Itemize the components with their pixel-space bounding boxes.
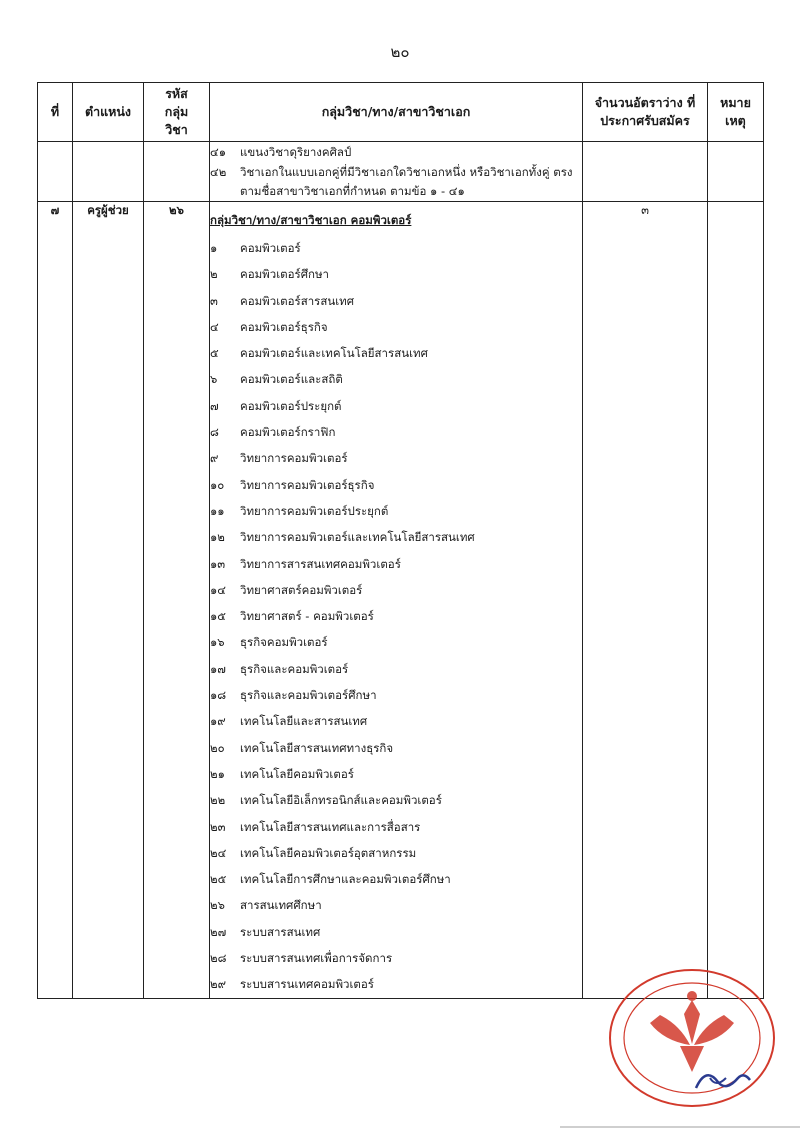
item-text: คอมพิวเตอร์ศึกษา bbox=[240, 267, 330, 282]
list-item bbox=[210, 472, 582, 498]
item-number: ๒๙ bbox=[210, 977, 227, 992]
item-text: วิทยาการคอมพิวเตอร์ bbox=[240, 451, 348, 466]
item-number: ๑๔ bbox=[210, 582, 227, 597]
list-item bbox=[210, 787, 582, 813]
vacancy-table bbox=[37, 82, 764, 999]
item-text: วิทยาศาสตร์ - คอมพิวเตอร์ bbox=[240, 609, 374, 624]
list-item bbox=[210, 261, 582, 287]
item-number: ๑๐ bbox=[210, 477, 225, 492]
list-item bbox=[210, 840, 582, 866]
row-number: ๗ bbox=[38, 202, 73, 999]
list-item bbox=[210, 163, 582, 201]
item-number: ๒ bbox=[210, 267, 218, 282]
item-number: ๓ bbox=[210, 293, 218, 308]
position-name: ครูผู้ช่วย bbox=[73, 202, 144, 999]
item-text: เทคโนโลยีอิเล็กทรอนิกส์และคอมพิวเตอร์ bbox=[240, 793, 442, 808]
item-text: ธุรกิจและคอมพิวเตอร์ bbox=[240, 661, 349, 676]
list-item bbox=[210, 603, 582, 629]
item-number: ๑๖ bbox=[210, 635, 225, 650]
item-text: คอมพิวเตอร์ธุรกิจ bbox=[240, 319, 328, 334]
item-text: วิทยาการคอมพิวเตอร์ธุรกิจ bbox=[240, 477, 375, 492]
item-text: คอมพิวเตอร์กราฟิก bbox=[240, 425, 336, 440]
list-item bbox=[210, 682, 582, 708]
item-text: เทคโนโลยีคอมพิวเตอร์ bbox=[240, 766, 354, 781]
item-number: ๑๗ bbox=[210, 661, 226, 676]
list-item bbox=[210, 419, 582, 445]
item-text: วิทยาการคอมพิวเตอร์ประยุกต์ bbox=[240, 503, 389, 518]
list-item bbox=[210, 892, 582, 918]
header-no: ที่ bbox=[38, 83, 73, 142]
remark-cell bbox=[708, 202, 764, 999]
vacancy-count: ๓ bbox=[583, 202, 708, 999]
item-text: วิทยาการคอมพิวเตอร์และเทคโนโลยีสารสนเทศ bbox=[240, 530, 475, 545]
list-item bbox=[210, 971, 582, 997]
item-text: วิชาเอกในแบบเอกคู่ที่มีวิชาเอกใดวิชาเอกหนึ่ง หรือวิชาเอกทั้งคู่ ตรงตามชื่อสาขาวิชาเอกที่กำหนด ตามข้อ ๑ - ๔๑ bbox=[240, 165, 573, 198]
list-item bbox=[210, 498, 582, 524]
official-seal-icon bbox=[600, 960, 782, 1110]
item-text: เทคโนโลยีคอมพิวเตอร์อุตสาหกรรม bbox=[240, 845, 417, 860]
continued-row bbox=[38, 142, 764, 202]
header-code: รหัส กลุ่มวิชา bbox=[144, 83, 210, 142]
group-title: กลุ่มวิชา/ทาง/สาขาวิชาเอก คอมพิวเตอร์ bbox=[210, 213, 412, 227]
footer-divider bbox=[560, 1126, 800, 1128]
item-number: ๒๗ bbox=[210, 924, 227, 939]
list-item bbox=[210, 866, 582, 892]
item-number: ๕ bbox=[210, 346, 219, 361]
item-number: ๒๑ bbox=[210, 766, 225, 781]
item-number: ๑๕ bbox=[210, 609, 227, 624]
list-item bbox=[210, 761, 582, 787]
header-remark: หมาย เหตุ bbox=[708, 83, 764, 142]
list-item bbox=[210, 288, 582, 314]
major-list bbox=[210, 235, 582, 998]
item-number: ๑ bbox=[210, 241, 218, 255]
list-item bbox=[210, 735, 582, 761]
list-item bbox=[210, 551, 582, 577]
list-item bbox=[210, 629, 582, 655]
item-text: แขนงวิชาดุริยางคศิลป์ bbox=[240, 145, 352, 159]
item-number: ๒๘ bbox=[210, 951, 227, 966]
header-vacancies: จำนวนอัตราว่าง ที่ประกาศรับสมัคร bbox=[583, 83, 708, 142]
item-text: ระบบสารสนเทศเพื่อการจัดการ bbox=[240, 951, 393, 966]
list-item bbox=[210, 366, 582, 392]
list-item bbox=[210, 445, 582, 471]
item-number: ๒๖ bbox=[210, 898, 225, 913]
list-item bbox=[210, 945, 582, 971]
item-text: คอมพิวเตอร์และเทคโนโลยีสารสนเทศ bbox=[240, 346, 428, 361]
item-text: ระบบสารนเทศคอมพิวเตอร์ bbox=[240, 977, 374, 992]
position-row-7 bbox=[38, 202, 764, 999]
item-number: ๑๓ bbox=[210, 556, 226, 571]
list-item bbox=[210, 142, 582, 163]
item-number: ๑๒ bbox=[210, 530, 225, 545]
list-item bbox=[210, 340, 582, 366]
item-text: เทคโนโลยีสารสนเทศและการสื่อสาร bbox=[240, 819, 421, 834]
item-number: ๑๘ bbox=[210, 688, 227, 703]
list-item bbox=[210, 708, 582, 734]
subject-list bbox=[210, 202, 583, 999]
item-number: ๒๔ bbox=[210, 845, 227, 860]
item-number: ๔๒ bbox=[210, 165, 227, 179]
item-number: ๔๑ bbox=[210, 145, 227, 159]
list-item bbox=[210, 919, 582, 945]
list-item bbox=[210, 577, 582, 603]
list-item bbox=[210, 393, 582, 419]
list-item bbox=[210, 656, 582, 682]
item-number: ๗ bbox=[210, 398, 219, 413]
item-text: คอมพิวเตอร์สารสนเทศ bbox=[240, 293, 355, 308]
continued-subjects bbox=[210, 142, 583, 202]
item-text: คอมพิวเตอร์และสถิติ bbox=[240, 372, 343, 387]
item-text: ธุรกิจคอมพิวเตอร์ bbox=[240, 635, 328, 650]
item-text: สารสนเทศศึกษา bbox=[240, 898, 322, 913]
item-number: ๑๙ bbox=[210, 714, 226, 729]
header-row bbox=[38, 83, 764, 142]
item-number: ๔ bbox=[210, 319, 219, 334]
item-text: เทคโนโลยีสารสนเทศทางธุรกิจ bbox=[240, 740, 394, 755]
item-text: คอมพิวเตอร์ประยุกต์ bbox=[240, 398, 342, 413]
list-item bbox=[210, 524, 582, 550]
item-text: เทคโนโลยีและสารสนเทศ bbox=[240, 714, 368, 729]
subject-code: ๒๖ bbox=[144, 202, 210, 999]
item-number: ๒๒ bbox=[210, 793, 226, 808]
page-number: ๒๐ bbox=[390, 43, 410, 61]
item-text: เทคโนโลยีการศึกษาและคอมพิวเตอร์ศึกษา bbox=[240, 872, 451, 887]
item-text: ระบบสารสนเทศ bbox=[240, 924, 321, 939]
item-text: คอมพิวเตอร์ bbox=[240, 241, 301, 255]
item-text: ธุรกิจและคอมพิวเตอร์ศึกษา bbox=[240, 688, 377, 703]
list-item bbox=[210, 235, 582, 261]
list-item bbox=[210, 814, 582, 840]
item-number: ๒๕ bbox=[210, 872, 227, 887]
item-number: ๘ bbox=[210, 425, 219, 440]
item-number: ๑๑ bbox=[210, 503, 225, 518]
item-number: ๒๐ bbox=[210, 740, 225, 755]
item-number: ๒๓ bbox=[210, 819, 226, 834]
list-item bbox=[210, 314, 582, 340]
item-number: ๙ bbox=[210, 451, 219, 466]
item-text: วิทยาศาสตร์คอมพิวเตอร์ bbox=[240, 582, 363, 597]
header-position: ตำแหน่ง bbox=[73, 83, 144, 142]
item-text: วิทยาการสารสนเทศคอมพิวเตอร์ bbox=[240, 556, 401, 571]
header-subject: กลุ่มวิชา/ทาง/สาขาวิชาเอก bbox=[210, 83, 583, 142]
item-number: ๖ bbox=[210, 372, 218, 387]
